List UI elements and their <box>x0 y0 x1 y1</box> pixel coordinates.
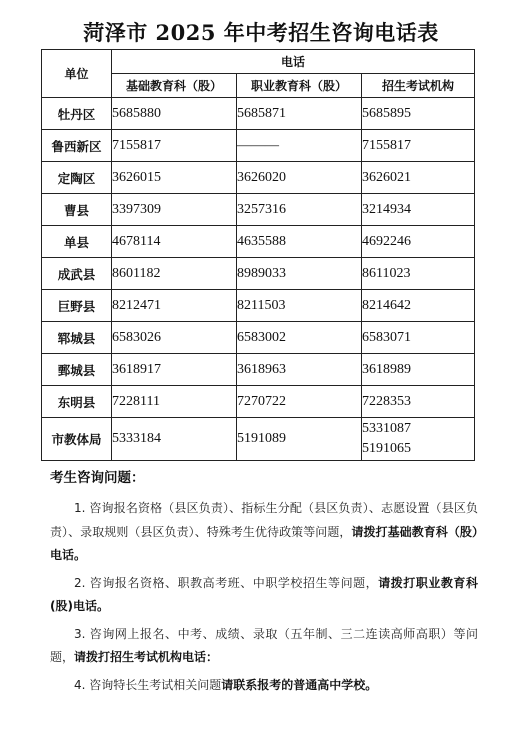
note-emphasis: 请拨打招生考试机构电话： <box>74 650 219 664</box>
note-emphasis: 请联系报考的普通高中学校。 <box>221 677 378 692</box>
phone-cell: 5685880 <box>112 98 237 130</box>
note-item <box>50 623 478 670</box>
phone-cell: 3397309 <box>112 194 237 226</box>
note-text: 2. 咨询报名资格、职教高考班、中职学校招生等问题， <box>74 575 379 590</box>
phone-cell: 3618917 <box>112 354 237 386</box>
unit-cell: 市教体局 <box>42 418 112 461</box>
table-row <box>42 354 475 386</box>
table-row <box>42 162 475 194</box>
table-row <box>42 226 475 258</box>
phone-cell: 5685871 <box>237 98 362 130</box>
phone-cell: 5191089 <box>237 418 362 461</box>
phone-cell: 5333184 <box>112 418 237 461</box>
table-row <box>42 418 475 461</box>
note-text: 3. 咨询网上报名、中考、成绩、录取（五年制、三二连读高师高职）等问题， <box>50 626 478 664</box>
phone-cell: 6583071 <box>362 322 475 354</box>
phone-cell: 4692246 <box>362 226 475 258</box>
phone-cell: 3214934 <box>362 194 475 226</box>
table-row <box>42 258 475 290</box>
unit-cell: 巨野县 <box>42 290 112 322</box>
phone-cell: 6583026 <box>112 322 237 354</box>
column-header-exam-office: 招生考试机构 <box>362 74 475 98</box>
note-text: 4. 咨询特长生考试相关问题 <box>74 677 222 692</box>
phone-cell: 8212471 <box>112 290 237 322</box>
phone-cell: 6583002 <box>237 322 362 354</box>
phone-cell: 8601182 <box>112 258 237 290</box>
phone-number: 5191065 <box>362 441 411 456</box>
phone-cell: 4635588 <box>237 226 362 258</box>
table-row <box>42 98 475 130</box>
unit-cell: 牡丹区 <box>42 98 112 130</box>
unit-cell: 曹县 <box>42 194 112 226</box>
note-emphasis: 请拨打职业教育科(股)电话。 <box>50 575 478 613</box>
note-item <box>50 572 478 619</box>
unit-cell: 鄄城县 <box>42 354 112 386</box>
phone-cell: 8989033 <box>237 258 362 290</box>
column-header-basic-education: 基础教育科（股） <box>112 74 237 98</box>
phone-cell-multi <box>362 418 475 461</box>
table-row <box>42 130 475 162</box>
phone-cell: 7228353 <box>362 386 475 418</box>
unit-cell: 单县 <box>42 226 112 258</box>
phone-cell: ——— <box>237 130 362 162</box>
note-emphasis: 请拨打基础教育科（股）电话。 <box>50 524 478 562</box>
phone-cell: 7155817 <box>362 130 475 162</box>
unit-header: 单位 <box>42 50 112 98</box>
document-title: 菏泽市 2025 年中考招生咨询电话表 <box>83 20 439 45</box>
unit-cell: 定陶区 <box>42 162 112 194</box>
note-text: 1. 咨询报名资格（县区负责）、指标生分配（县区负责）、志愿设置（县区负责）、录取规则（县区负责）、特殊考生优待政策等问题， <box>50 501 478 539</box>
note-item <box>50 674 478 698</box>
phone-cell: 3626020 <box>237 162 362 194</box>
unit-cell: 郓城县 <box>42 322 112 354</box>
phone-cell: 8211503 <box>237 290 362 322</box>
phone-cell: 3618963 <box>237 354 362 386</box>
note-item <box>50 497 478 568</box>
phone-cell: 7228111 <box>112 386 237 418</box>
unit-cell: 东明县 <box>42 386 112 418</box>
phone-cell: 3257316 <box>237 194 362 226</box>
phone-cell: 5685895 <box>362 98 475 130</box>
phone-cell: 3626021 <box>362 162 475 194</box>
phone-cell: 3618989 <box>362 354 475 386</box>
table-row <box>42 386 475 418</box>
phone-header: 电话 <box>112 50 475 74</box>
unit-cell: 成武县 <box>42 258 112 290</box>
phone-cell: 3626015 <box>112 162 237 194</box>
notes-heading: 考生咨询问题： <box>50 470 145 486</box>
notes-section <box>50 468 478 701</box>
phone-cell: 8611023 <box>362 258 475 290</box>
table-row <box>42 194 475 226</box>
unit-cell: 鲁西新区 <box>42 130 112 162</box>
phone-cell: 7270722 <box>237 386 362 418</box>
table-row <box>42 290 475 322</box>
phone-number: 5331087 <box>362 421 411 436</box>
table-row <box>42 322 475 354</box>
phone-cell: 8214642 <box>362 290 475 322</box>
phone-cell: 7155817 <box>112 130 237 162</box>
column-header-vocational-education: 职业教育科（股） <box>237 74 362 98</box>
phone-cell: 4678114 <box>112 226 237 258</box>
phone-table <box>41 49 475 461</box>
